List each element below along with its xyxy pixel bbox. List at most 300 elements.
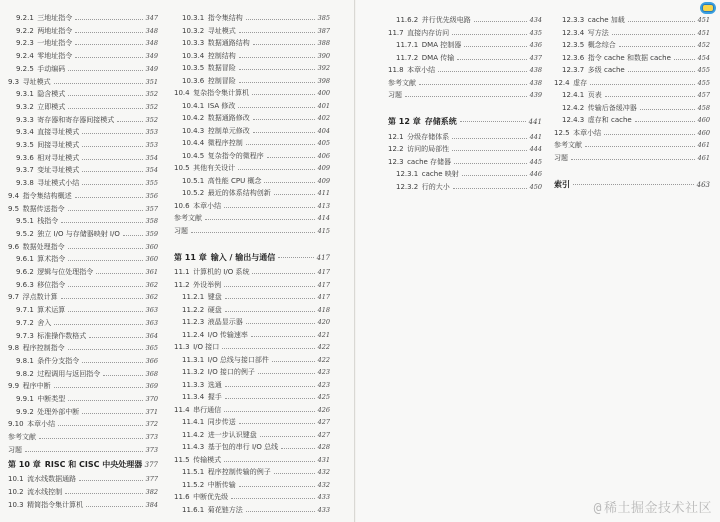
toc-entry-page: 360 (145, 255, 158, 264)
toc-leader-dots (225, 398, 315, 399)
toc-entry (174, 150, 330, 163)
toc-entry (174, 454, 330, 467)
toc-entry (174, 100, 330, 113)
toc-entry-page: 362 (145, 293, 158, 302)
toc-entry-page: 439 (529, 91, 542, 99)
toc-leader-dots (246, 144, 315, 145)
toc-entry-title: 9.3.6 相对寻址模式 (16, 153, 80, 162)
toc-entry-title: 12.3.7 多级 cache (562, 66, 625, 74)
toc-leader-dots (464, 46, 526, 47)
toc-entry-title: 9.2.3 一地址指令 (16, 39, 73, 48)
toc-entry-page: 349 (145, 64, 158, 73)
toc-entry (554, 64, 710, 77)
toc-leader-dots (260, 436, 315, 437)
toc-entry-title: 11.5 传输模式 (174, 455, 222, 464)
toc-leader-dots (68, 400, 142, 401)
toc-entry (174, 162, 330, 175)
toc-entry (174, 200, 330, 213)
toc-entry-title: 11.2.2 硬盘 (182, 305, 222, 314)
toc-leader-dots (267, 157, 315, 158)
toc-entry-title: 12.2 访问的局部性 (388, 145, 450, 153)
toc-entry-page: 455 (697, 66, 710, 74)
toc-entry-title: 9.8 程序控制指令 (8, 344, 65, 353)
toc-entry-page: 354 (145, 153, 158, 162)
toc-entry-page: 360 (145, 242, 158, 251)
badge-logo-icon (700, 2, 716, 14)
toc-entry-title: 10.4.3 控制单元修改 (182, 126, 250, 135)
toc-entry (554, 77, 710, 90)
toc-entry (8, 444, 158, 457)
toc-entry (8, 25, 158, 38)
toc-entry-page: 370 (145, 395, 158, 403)
toc-leader-dots (58, 425, 142, 426)
toc-entry-page: 377 (145, 475, 158, 484)
toc-leader-dots (452, 150, 526, 151)
toc-entry-title: 10.3.5 数据冒险 (182, 64, 236, 72)
toc-entry-page: 461 (697, 153, 710, 162)
toc-entry-page: 372 (145, 420, 158, 429)
toc-entry (8, 406, 158, 419)
toc-entry-page: 398 (317, 76, 330, 85)
toc-entry-page: 431 (317, 455, 330, 464)
toc-entry-page: 451 (697, 16, 710, 24)
toc-entry (554, 139, 710, 152)
toc-leader-dots (225, 298, 315, 299)
toc-entry (8, 203, 158, 216)
toc-leader-dots (239, 486, 315, 487)
toc-entry-title: 12.3.5 概念综合 (562, 41, 616, 49)
toc-leader-dots (674, 59, 695, 60)
toc-leader-dots (573, 184, 694, 185)
right-page (356, 0, 720, 522)
toc-entry-title: 10.4 复杂指令集计算机 (174, 89, 250, 97)
toc-entry (554, 89, 710, 102)
toc-leader-dots (103, 375, 142, 376)
toc-entry-page: 352 (145, 90, 158, 99)
toc-entry (8, 418, 158, 431)
toc-entry (8, 380, 158, 393)
toc-entry (174, 25, 330, 38)
toc-entry-title: 10.2 流水线控制 (8, 487, 63, 496)
toc-entry (174, 291, 330, 304)
toc-entry-page: 387 (317, 26, 330, 35)
toc-entry (388, 39, 542, 52)
toc-leader-dots (405, 96, 527, 97)
toc-leader-dots (457, 59, 526, 60)
toc-entry-title: 习题 (554, 153, 568, 162)
toc-entry (174, 87, 330, 100)
toc-entry (8, 228, 158, 241)
toc-entry-page: 368 (145, 369, 158, 378)
toc-entry-page: 433 (317, 505, 330, 514)
watermark (594, 497, 712, 516)
toc-entry (554, 114, 710, 127)
toc-entry-title: 12.3.3 cache 加载 (562, 16, 625, 24)
toc-leader-dots (253, 44, 315, 45)
toc-entry-title: 习题 (174, 226, 188, 235)
toc-leader-dots (281, 448, 314, 449)
toc-entry-page: 355 (145, 179, 158, 188)
toc-entry (8, 114, 158, 127)
toc-entry (174, 112, 330, 125)
toc-entry (8, 190, 158, 203)
toc-entry (8, 177, 158, 190)
toc-entry (174, 379, 330, 392)
toc-entry-page: 363 (145, 306, 158, 315)
toc-leader-dots (246, 511, 315, 512)
toc-leader-dots (75, 19, 142, 20)
toc-entry-page: 382 (145, 487, 158, 496)
toc-entry-page: 432 (317, 468, 330, 476)
toc-entry-title: 12.3.2 行的大小 (396, 182, 450, 191)
toc-entry (554, 127, 710, 140)
toc-entry (8, 253, 158, 266)
toc-entry-page: 373 (145, 433, 158, 442)
toc-entry-title: 11.2 外设举例 (174, 280, 222, 289)
toc-leader-dots (252, 273, 314, 274)
toc-entry-title: 9.2.1 三地址指令 (16, 14, 73, 22)
toc-entry-title: 11.2.4 I/O 传输速率 (182, 330, 248, 339)
toc-entry (388, 64, 542, 77)
toc-entry (388, 181, 542, 194)
toc-entry (388, 143, 542, 156)
toc-leader-dots (61, 298, 143, 299)
toc-leader-dots (278, 257, 313, 258)
toc-leader-dots (68, 311, 142, 312)
toc-entry-page: 384 (145, 500, 158, 509)
toc-entry (554, 27, 710, 40)
toc-entry-page: 432 (317, 480, 330, 489)
toc-entry-page: 450 (529, 182, 542, 191)
toc-entry-title: 12.3 cache 存储器 (388, 157, 452, 166)
toc-leader-dots (82, 171, 142, 172)
left-page (0, 0, 355, 522)
toc-entry (174, 479, 330, 492)
toc-entry (8, 330, 158, 343)
toc-entry-page: 361 (145, 268, 158, 276)
toc-entry (174, 354, 330, 367)
toc-entry (388, 27, 542, 40)
toc-leader-dots (239, 57, 315, 58)
toc-entry (174, 266, 330, 279)
toc-entry-title: 9.7.1 算术运算 (16, 306, 66, 315)
toc-leader-dots (571, 159, 695, 160)
toc-entry (174, 504, 330, 517)
toc-entry-title: 11.3.4 握手 (182, 393, 222, 401)
toc-entry-title: 11.8 本章小结 (388, 66, 436, 74)
toc-entry-title: 10.4.5 复杂指令的微程序 (182, 151, 264, 160)
toc-leader-dots (82, 146, 142, 147)
toc-entry (174, 187, 330, 200)
toc-entry-page: 356 (145, 191, 158, 200)
toc-entry (8, 291, 158, 304)
toc-entry-page: 364 (145, 331, 158, 340)
toc-leader-dots (272, 361, 315, 362)
toc-leader-dots (224, 286, 314, 287)
toc-leader-dots (75, 57, 142, 58)
toc-leader-dots (82, 184, 142, 185)
toc-entry-page: 438 (529, 78, 542, 87)
toc-entry-page: 417 (317, 280, 330, 289)
toc-entry-title: 10.3.3 数据通路结构 (182, 39, 250, 47)
toc-entry (388, 168, 542, 181)
toc-entry (388, 77, 542, 90)
toc-leader-dots (462, 175, 527, 176)
toc-entry-page: 348 (145, 26, 158, 35)
toc-leader-dots (252, 94, 314, 95)
toc-entry-page: 460 (697, 128, 710, 137)
toc-entry (174, 491, 330, 504)
toc-leader-dots (460, 121, 526, 122)
toc-entry (174, 125, 330, 138)
toc-entry (8, 215, 158, 228)
toc-entry-title: 12.3.4 写方法 (562, 28, 609, 37)
toc-leader-dots (225, 386, 315, 387)
toc-entry-page: 409 (317, 176, 330, 185)
toc-leader-dots (191, 232, 315, 233)
toc-entry-page: 451 (697, 28, 710, 37)
toc-entry-page: 438 (529, 66, 542, 74)
toc-entry-title: 11.5.1 程序控制传输的例子 (182, 468, 271, 476)
toc-entry-page: 353 (145, 128, 158, 137)
toc-entry-page: 417 (317, 268, 330, 276)
toc-entry-page: 457 (697, 91, 710, 99)
toc-entry-title: 9.10 本章小结 (8, 420, 56, 429)
toc-leader-dots (89, 337, 142, 338)
toc-entry-title: 9.2.2 两地址指令 (16, 26, 73, 35)
toc-entry-page: 413 (317, 201, 330, 210)
toc-entry-page: 351 (145, 77, 158, 86)
toc-entry (174, 466, 330, 479)
toc-leader-dots (274, 473, 315, 474)
toc-entry-page: 373 (145, 445, 158, 454)
toc-entry-page: 365 (145, 344, 158, 353)
toc-entry-page: 417 (316, 253, 330, 262)
toc-entry (8, 50, 158, 63)
toc-entry-title: 9.6.1 算术指令 (16, 255, 66, 264)
toc-entry-page: 425 (317, 393, 330, 401)
toc-leader-dots (231, 498, 314, 499)
toc-leader-dots (274, 194, 315, 195)
toc-entry-page: 426 (317, 405, 330, 414)
toc-entry-title: 9.5.2 独立 I/O 与存储器映射 I/O (16, 229, 120, 238)
toc-leader-dots (54, 387, 143, 388)
toc-entry-page: 435 (529, 28, 542, 37)
toc-entry-title: 第 10 章 RISC 和 CISC 中央处理器 (8, 459, 143, 469)
toc-entry-title: 11.3 I/O 接口 (174, 343, 220, 351)
toc-leader-dots (239, 82, 315, 83)
toc-leader-dots (452, 138, 526, 139)
toc-entry-title: 10.1 流水线数据通路 (8, 475, 77, 484)
toc-entry-page: 422 (317, 355, 330, 364)
toc-entry (8, 164, 158, 177)
toc-leader-dots (628, 71, 695, 72)
toc-leader-dots (61, 222, 142, 223)
toc-entry-title: 9.3.3 寄存器和寄存器间接模式 (16, 115, 115, 124)
toc-entry-title: 11.4 串行通信 (174, 405, 222, 414)
toc-leader-dots (25, 451, 143, 452)
toc-leader-dots (605, 96, 695, 97)
toc-entry-title: 10.5 其他有关设计 (174, 164, 236, 172)
toc-entry (8, 499, 158, 512)
toc-leader-dots (590, 84, 694, 85)
toc-entry (8, 317, 158, 330)
toc-entry-title: 第 12 章 存储系统 (388, 117, 457, 126)
toc-entry (8, 368, 158, 381)
toc-entry-title: 参考文献 (554, 141, 582, 149)
toc-entry (8, 139, 158, 152)
toc-entry-title: 9.9.1 中断类型 (16, 395, 66, 403)
toc-leader-dots (238, 107, 314, 108)
toc-entry (174, 441, 330, 454)
toc-entry-page: 428 (317, 443, 330, 451)
toc-entry-title: 9.3.8 寻址模式小结 (16, 179, 80, 188)
toc-entry (554, 102, 710, 115)
toc-entry-page: 359 (145, 229, 158, 238)
toc-entry (174, 391, 330, 404)
toc-leader-dots (628, 21, 695, 22)
toc-entry (8, 342, 158, 355)
toc-leader-dots (68, 286, 142, 287)
toc-entry (174, 279, 330, 292)
toc-leader-dots (419, 84, 527, 85)
toc-entry (174, 304, 330, 317)
toc-entry-page: 348 (145, 39, 158, 48)
toc-entry (174, 137, 330, 150)
toc-entry-page: 377 (144, 460, 158, 469)
toc-leader-dots (253, 119, 315, 120)
toc-entry-title: 11.4.1 同步传送 (182, 418, 236, 426)
toc-entry-page: 420 (317, 318, 330, 326)
toc-entry-title: 9.3 寻址模式 (8, 77, 51, 86)
toc-entry (8, 266, 158, 279)
toc-entry-page: 411 (317, 189, 330, 197)
toc-entry (174, 416, 330, 429)
toc-entry-title: 9.6 数据处理指令 (8, 242, 65, 251)
toc-entry-page: 455 (697, 78, 710, 87)
toc-entry-page: 352 (145, 102, 158, 111)
toc-entry-title: 9.9.2 处理外部中断 (16, 407, 80, 416)
toc-leader-dots (82, 413, 142, 414)
toc-entry-title: 11.5.2 中断传输 (182, 480, 236, 489)
toc-entry-page: 352 (145, 115, 158, 124)
toc-entry-title: 11.4.2 进一步认识键盘 (182, 430, 257, 439)
toc-entry-page: 444 (529, 145, 542, 153)
toc-leader-dots (619, 46, 695, 47)
toc-leader-dots (225, 311, 315, 312)
watermark-text: 稀土掘金技术社区 (603, 501, 712, 516)
toc-entry-title: 11.2.1 键盘 (182, 293, 222, 301)
toc-entry-title: 11.2.3 液晶显示器 (182, 318, 243, 326)
toc-entry (388, 14, 542, 27)
toc-entry (8, 12, 158, 25)
toc-leader-dots (75, 32, 142, 33)
toc-leader-dots (258, 373, 315, 374)
toc-entry-title: 10.3.6 控制冒险 (182, 76, 236, 85)
toc-entry-page: 414 (317, 214, 330, 222)
toc-entry (8, 355, 158, 368)
toc-entry-title: 11.6 中断优先级 (174, 493, 229, 501)
toc-entry (174, 341, 330, 354)
toc-entry-page: 422 (317, 343, 330, 351)
toc-entry (174, 12, 330, 25)
toc-entry-title: 10.4.1 ISA 修改 (182, 101, 236, 110)
toc-leader-dots (612, 34, 695, 35)
toc-leader-dots (68, 349, 143, 350)
toc-entry-title: 10.3.4 控制结构 (182, 51, 236, 60)
toc-entry (8, 152, 158, 165)
toc-entry-title: 9.8.1 条件分支指令 (16, 356, 80, 365)
toc-entry-page: 404 (317, 126, 330, 135)
toc-entry-page: 461 (697, 141, 710, 149)
toc-leader-dots (222, 348, 314, 349)
toc-chapter-entry (174, 250, 330, 266)
toc-leader-dots (246, 323, 315, 324)
toc-entry-page: 418 (317, 305, 330, 314)
toc-leader-dots (54, 324, 142, 325)
toc-leader-dots (96, 273, 142, 274)
toc-entry-page: 437 (529, 53, 542, 62)
toc-entry-title: 9.3.4 直接寻址模式 (16, 128, 80, 137)
toc-leader-dots (454, 163, 527, 164)
toc-entry-page: 353 (145, 141, 158, 149)
toc-leader-dots (68, 260, 142, 261)
toc-leader-dots (453, 188, 527, 189)
toc-entry-page: 434 (529, 16, 542, 24)
toc-entry (174, 225, 330, 238)
toc-entry-page: 441 (529, 132, 542, 141)
toc-entry-page: 417 (317, 293, 330, 301)
toc-entry-title: 11.7 直接内存访问 (388, 28, 450, 37)
toc-entry-title: 10.3 精简指令集计算机 (8, 500, 84, 509)
toc-entry-title: 第 11 章 输入 / 输出与通信 (174, 252, 276, 262)
toc-leader-dots (264, 182, 314, 183)
toc-entry-title: 12.5 本章小结 (554, 128, 602, 137)
toc-leader-dots (635, 121, 695, 122)
toc-entry-title: 9.7 浮点数计算 (8, 293, 58, 302)
toc-entry (174, 175, 330, 188)
toc-entry (554, 39, 710, 52)
toc-leader-dots (238, 169, 314, 170)
toc-entry-page: 369 (145, 382, 158, 391)
toc-entry (8, 241, 158, 254)
toc-leader-dots (75, 44, 142, 45)
toc-entry-page: 436 (529, 41, 542, 49)
toc-entry (8, 431, 158, 444)
toc-entry-title: 12.4.1 页表 (562, 91, 602, 99)
toc-entry-page: 362 (145, 280, 158, 289)
toc-entry (174, 404, 330, 417)
toc-chapter-entry (8, 457, 158, 473)
toc-entry-title: 11.7.1 DMA 控制器 (396, 41, 462, 49)
toc-entry-title: 9.2.5 手动编码 (16, 64, 66, 73)
toc-leader-dots (82, 133, 142, 134)
toc-leader-dots (86, 506, 142, 507)
toc-entry-page: 427 (317, 418, 330, 426)
toc-entry (8, 88, 158, 101)
toc-entry-title: 12.4.2 传输后备缓冲器 (562, 103, 637, 112)
toc-leader-dots (239, 69, 315, 70)
toc-entry-page: 446 (529, 170, 542, 178)
toc-leader-dots (82, 362, 142, 363)
toc-entry (174, 429, 330, 442)
toc-entry-title: 9.5 数据传送指令 (8, 204, 65, 213)
toc-leader-dots (253, 132, 315, 133)
toc-entry-title: 9.3.2 立即模式 (16, 102, 66, 111)
toc-entry-page: 415 (317, 226, 330, 235)
toc-entry-title: 9.6.2 逻辑与位处理指令 (16, 268, 94, 276)
toc-entry (554, 14, 710, 27)
